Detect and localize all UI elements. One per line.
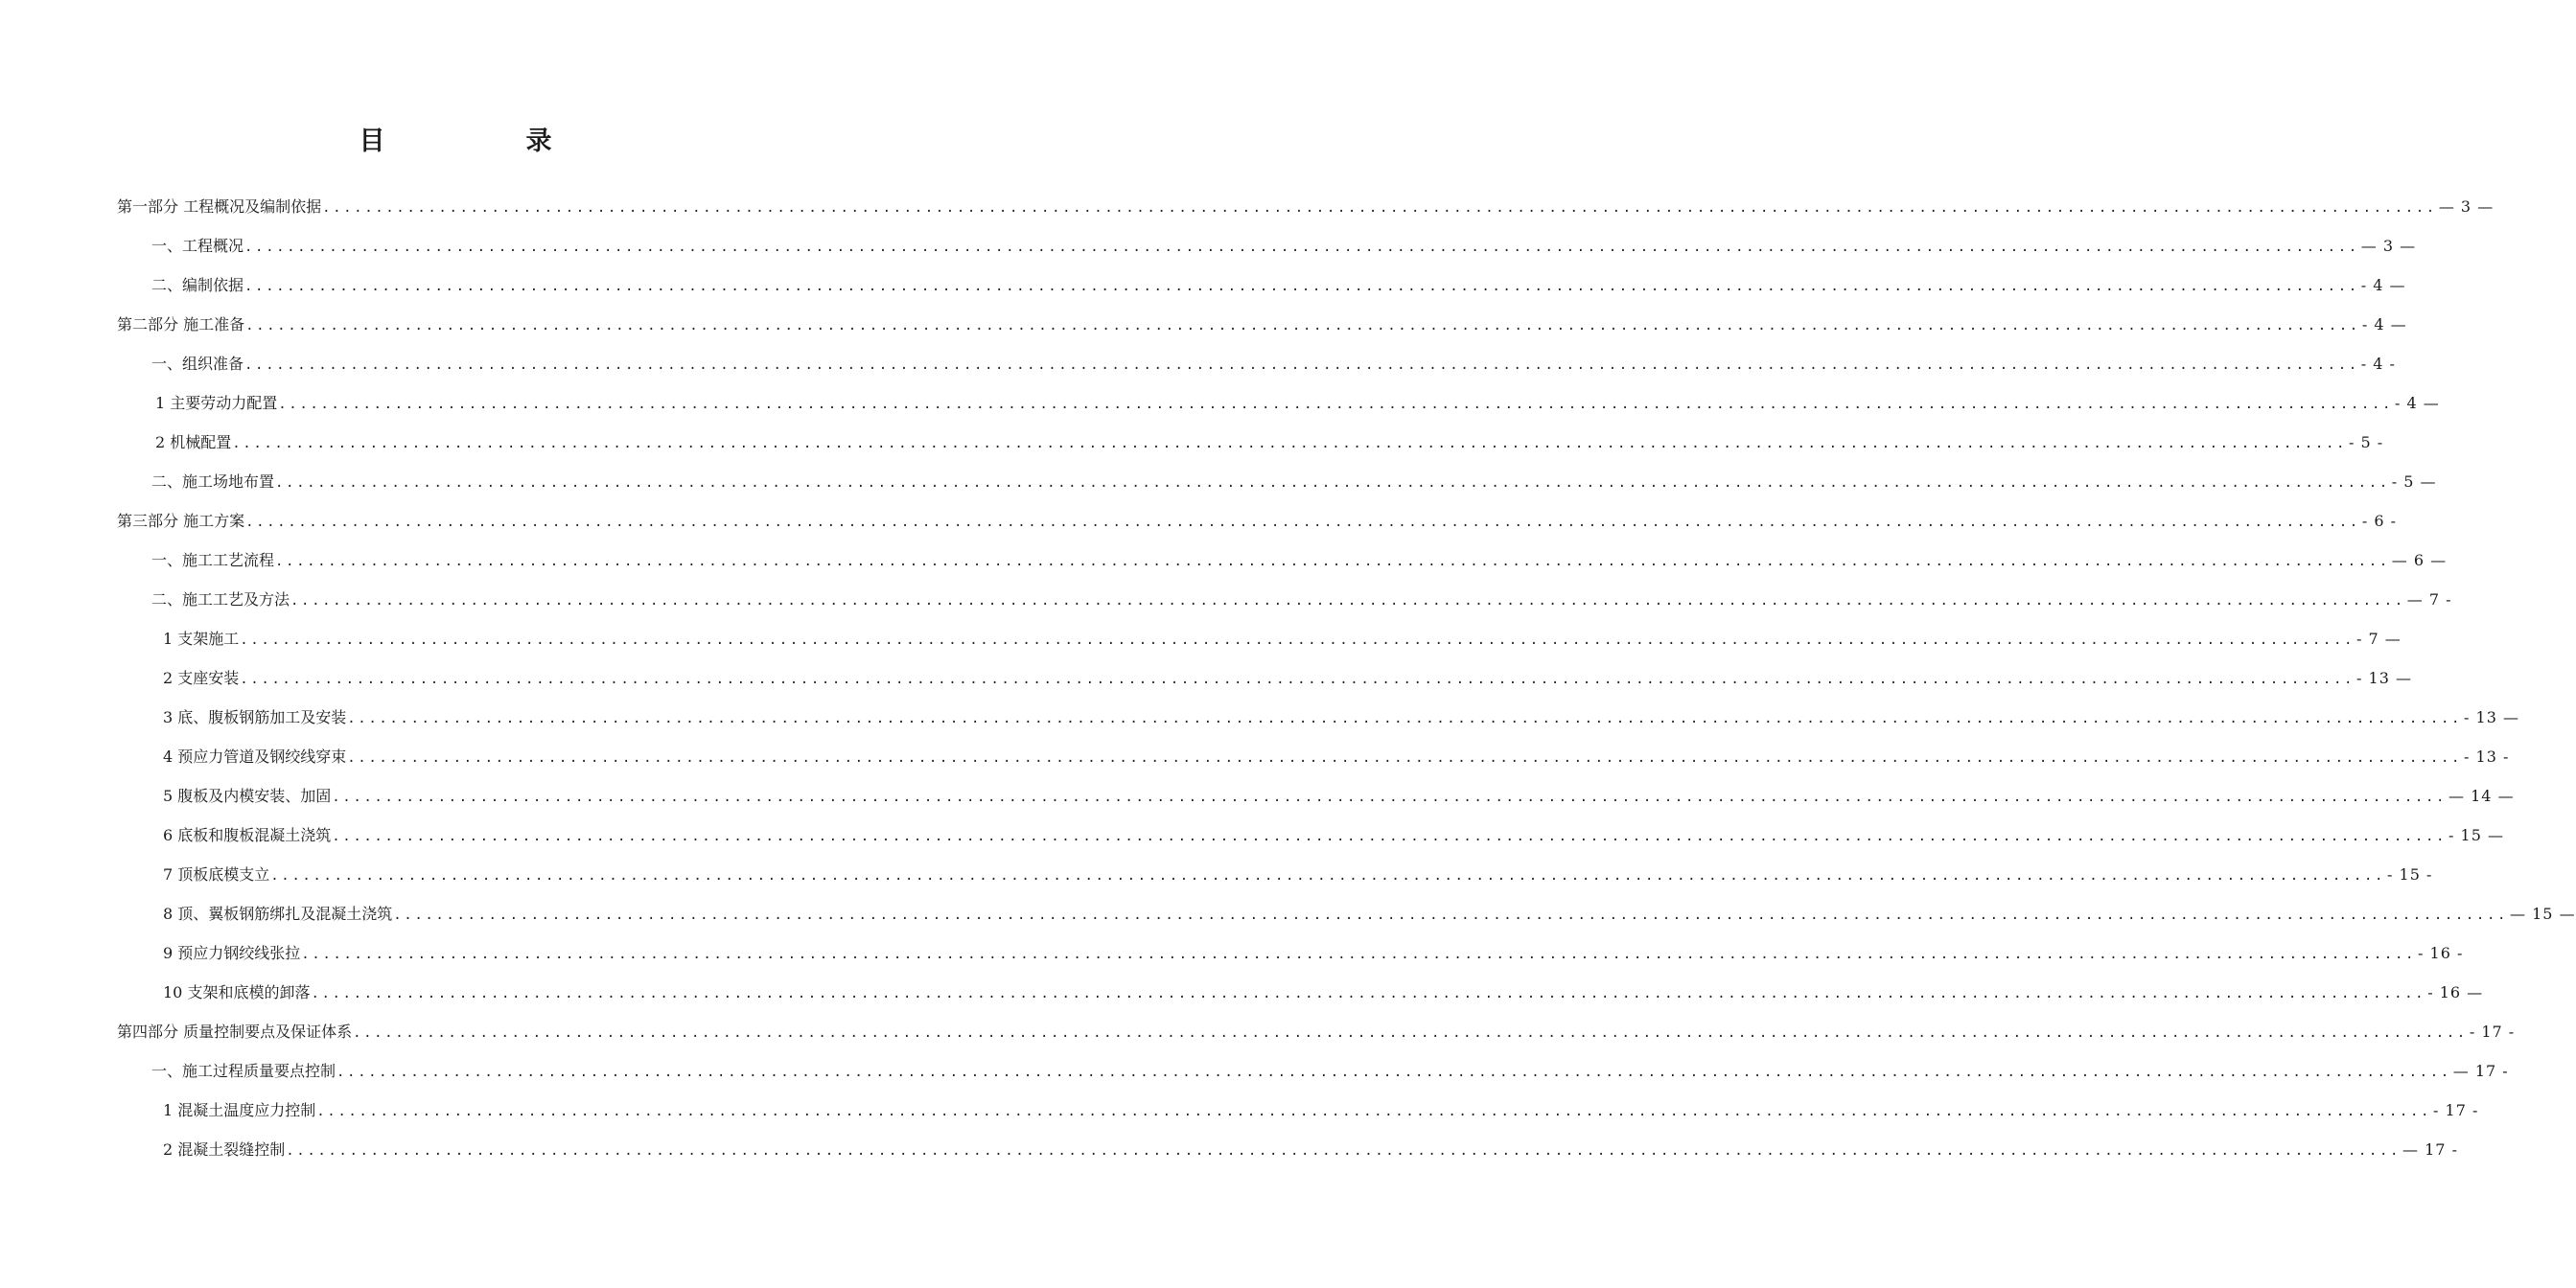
toc-entry[interactable] xyxy=(155,383,2440,423)
toc-entry-page: - 5 - xyxy=(2349,433,2384,451)
toc-entry[interactable] xyxy=(163,1130,2458,1169)
toc-entry-label: 1 支架施工 xyxy=(163,630,240,648)
toc-leader-dots: ........................................................................................................................................................................................................ xyxy=(332,790,2448,805)
toc-leader-dots: ........................................................................................................................................................................................................ xyxy=(244,357,2359,373)
toc-entry-page: - 13 - xyxy=(2464,748,2510,766)
toc-entry[interactable] xyxy=(117,1012,2516,1051)
toc-entry[interactable] xyxy=(117,187,2495,226)
toc-entry-page: - 13 — xyxy=(2356,669,2412,687)
toc-entry-label: 二、编制依据 xyxy=(151,276,244,294)
toc-entry[interactable] xyxy=(163,894,2576,933)
toc-entry-label: 第四部分 质量控制要点及保证体系 xyxy=(117,1023,353,1041)
toc-leader-dots: ........................................................................................................................................................................................................ xyxy=(245,515,2360,530)
toc-leader-dots: ........................................................................................................................................................................................................ xyxy=(337,1065,2451,1080)
toc-entry-label: 一、组织准备 xyxy=(151,355,244,373)
toc-entry[interactable] xyxy=(163,933,2464,973)
toc-leader-dots: ........................................................................................................................................................................................................ xyxy=(278,397,2394,412)
toc-entry-page: - 6 - xyxy=(2361,512,2398,530)
toc-entry-page: - 4 — xyxy=(2360,276,2406,294)
toc-entry-page: - 7 — xyxy=(2356,630,2402,648)
toc-leader-dots: ........................................................................................................................................................................................................ xyxy=(275,554,2390,569)
toc-entry-page: - 5 — xyxy=(2391,472,2437,491)
toc-entry-label: 一、工程概况 xyxy=(151,237,244,255)
page-title: 目 录 xyxy=(359,126,610,156)
toc-entry[interactable] xyxy=(151,344,2396,383)
toc-entry-page: - 13 — xyxy=(2464,708,2519,726)
toc-entry-page: — 6 — xyxy=(2391,551,2448,569)
toc-leader-dots: ........................................................................................................................................................................................................ xyxy=(270,868,2386,884)
toc-leader-dots: ........................................................................................................................................................................................................ xyxy=(245,318,2360,334)
toc-leader-dots: ........................................................................................................................................................................................................ xyxy=(316,1104,2432,1119)
toc-entry-label: 5 腹板及内模安装、加固 xyxy=(163,787,332,805)
toc-entry-page: — 7 - xyxy=(2406,590,2452,609)
toc-entry-label: 1 主要劳动力配置 xyxy=(155,394,278,412)
toc-leader-dots: ........................................................................................................................................................................................................ xyxy=(232,436,2348,451)
toc-entry[interactable] xyxy=(163,776,2515,816)
toc-leader-dots: ........................................................................................................................................................................................................ xyxy=(353,1025,2468,1041)
toc-entry-label: 9 预应力钢绞线张拉 xyxy=(163,944,301,962)
toc-entry[interactable] xyxy=(151,1051,2509,1091)
toc-leader-dots: ........................................................................................................................................................................................................ xyxy=(393,908,2509,923)
toc-entry-page: — 14 — xyxy=(2448,787,2515,805)
toc-entry-label: 1 混凝土温度应力控制 xyxy=(163,1101,316,1119)
toc-entry[interactable] xyxy=(163,855,2433,894)
toc-entry-page: - 15 - xyxy=(2387,865,2433,884)
toc-entry[interactable] xyxy=(163,619,2402,658)
toc-entry[interactable] xyxy=(163,973,2484,1012)
toc-leader-dots: ........................................................................................................................................................................................................ xyxy=(240,672,2356,687)
toc-entry-label: 2 机械配置 xyxy=(155,433,232,451)
toc-entry-page: — 17 - xyxy=(2402,1140,2458,1159)
toc-leader-dots: ........................................................................................................................................................................................................ xyxy=(301,947,2417,962)
toc-entry-label: 3 底、腹板钢筋加工及安装 xyxy=(163,708,347,726)
toc-entry[interactable] xyxy=(151,226,2417,265)
toc-entry[interactable] xyxy=(151,580,2452,619)
toc-entry[interactable] xyxy=(163,698,2519,737)
toc-entry-label: 二、施工工艺及方法 xyxy=(151,590,290,609)
toc-entry-label: 第二部分 施工准备 xyxy=(117,315,245,334)
toc-entry-label: 二、施工场地布置 xyxy=(151,472,275,491)
toc-entry[interactable] xyxy=(151,540,2448,580)
toc-entry[interactable] xyxy=(151,462,2437,501)
toc-entry[interactable] xyxy=(163,737,2510,776)
toc-entry-page: - 4 — xyxy=(2395,394,2440,412)
toc-leader-dots: ........................................................................................................................................................................................................ xyxy=(322,200,2437,216)
toc-entry[interactable] xyxy=(163,658,2412,698)
toc-entry-page: — 3 — xyxy=(2438,197,2495,216)
toc-entry-page: - 15 — xyxy=(2448,826,2504,844)
toc-entry-label: 第三部分 施工方案 xyxy=(117,512,245,530)
toc-entry-label: 7 顶板底模支立 xyxy=(163,865,270,884)
toc-leader-dots: ........................................................................................................................................................................................................ xyxy=(347,750,2463,766)
toc-entry-label: 一、施工工艺流程 xyxy=(151,551,275,569)
toc-entry-label: 第一部分 工程概况及编制依据 xyxy=(117,197,322,216)
toc-leader-dots: ........................................................................................................................................................................................................ xyxy=(290,593,2405,609)
toc-entry-label: 一、施工过程质量要点控制 xyxy=(151,1062,337,1080)
toc-leader-dots: ........................................................................................................................................................................................................ xyxy=(240,632,2356,648)
toc-entry-page: — 3 — xyxy=(2360,237,2417,255)
toc-entry-page: - 4 — xyxy=(2361,315,2407,334)
toc-entry-page: - 17 - xyxy=(2469,1023,2516,1041)
toc-leader-dots: ........................................................................................................................................................................................................ xyxy=(244,279,2359,294)
toc-entry-label: 8 顶、翼板钢筋绑扎及混凝土浇筑 xyxy=(163,905,393,923)
toc-entry-page: - 17 - xyxy=(2433,1101,2479,1119)
toc-leader-dots: ........................................................................................................................................................................................................ xyxy=(311,986,2426,1001)
toc-leader-dots: ........................................................................................................................................................................................................ xyxy=(244,240,2359,255)
toc-entry[interactable] xyxy=(163,816,2504,855)
toc-entry[interactable] xyxy=(155,423,2384,462)
toc-entry-label: 4 预应力管道及钢绞线穿束 xyxy=(163,748,347,766)
toc-leader-dots: ........................................................................................................................................................................................................ xyxy=(286,1143,2402,1159)
toc-entry-label: 2 混凝土裂缝控制 xyxy=(163,1140,286,1159)
toc-entry-label: 2 支座安装 xyxy=(163,669,240,687)
toc-entry-page: — 17 - xyxy=(2452,1062,2509,1080)
toc-leader-dots: ........................................................................................................................................................................................................ xyxy=(347,711,2463,726)
toc-entry[interactable] xyxy=(117,501,2398,540)
toc-entry-page: — 15 — xyxy=(2510,905,2576,923)
toc-entry-page: - 16 - xyxy=(2418,944,2464,962)
toc-leader-dots: ........................................................................................................................................................................................................ xyxy=(332,829,2448,844)
toc-entry-page: - 16 — xyxy=(2427,983,2484,1001)
toc-entry-page: - 4 - xyxy=(2360,355,2396,373)
toc-entry-label: 10 支架和底模的卸落 xyxy=(163,983,311,1001)
toc-entry-label: 6 底板和腹板混凝土浇筑 xyxy=(163,826,332,844)
toc-entry[interactable] xyxy=(117,305,2407,344)
toc-leader-dots: ........................................................................................................................................................................................................ xyxy=(275,475,2390,491)
toc-entry[interactable] xyxy=(151,265,2406,305)
toc-entry[interactable] xyxy=(163,1091,2479,1130)
